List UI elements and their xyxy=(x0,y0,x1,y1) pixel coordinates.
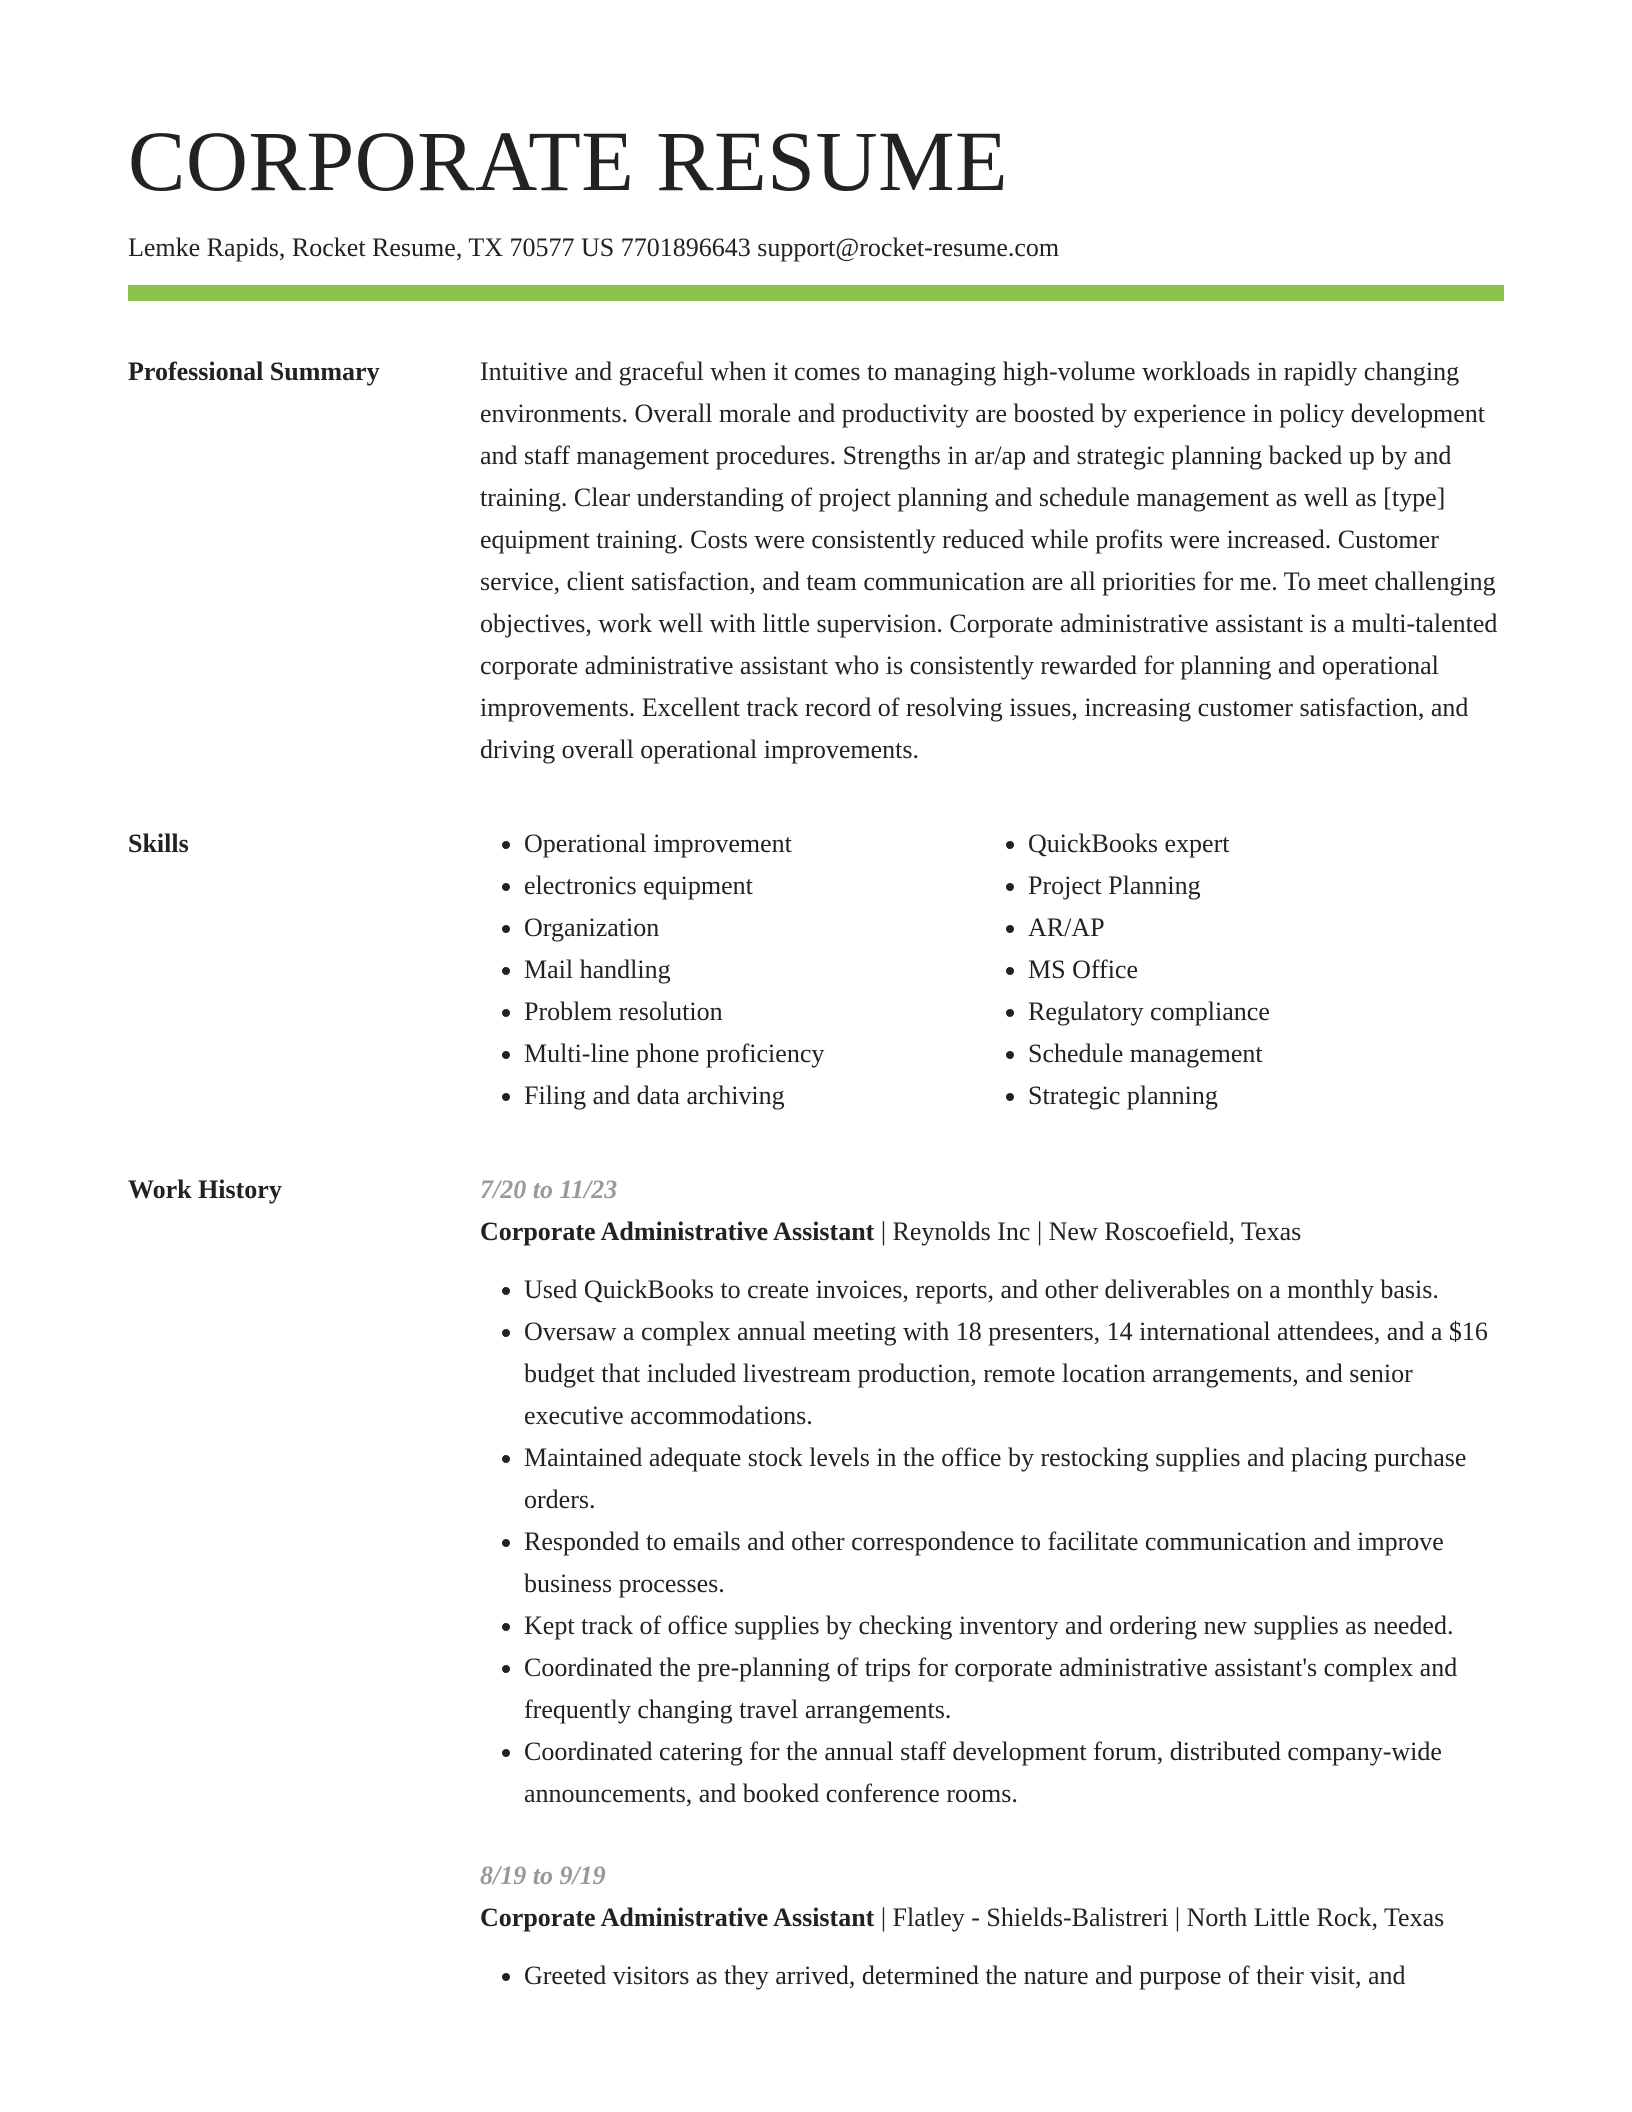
skill-item: • Multi-line phone proficiency xyxy=(524,1033,984,1075)
skill-item: • MS Office xyxy=(1028,949,1488,991)
contact-email: support@rocket-resume.com xyxy=(757,233,1060,262)
job-bullets xyxy=(480,1269,1504,1815)
job-bullet: • Kept track of office supplies by checking inventory and ordering new supplies as needed. xyxy=(524,1605,1504,1647)
skills-list-right xyxy=(984,823,1488,1117)
job-entry xyxy=(480,1855,1504,1997)
job-bullet: • Used QuickBooks to create invoices, reports, and other deliverables on a monthly basis. xyxy=(524,1269,1504,1311)
skill-item: • Strategic planning xyxy=(1028,1075,1488,1117)
skills-list-left xyxy=(480,823,984,1117)
skills-heading: Skills xyxy=(128,829,189,859)
job-details: | Flatley - Shields-Balistreri | North Little Rock, Texas xyxy=(874,1903,1445,1933)
skill-item: • Operational improvement xyxy=(524,823,984,865)
summary-section xyxy=(128,351,1504,771)
header-divider xyxy=(128,285,1504,301)
skill-item: • electronics equipment xyxy=(524,865,984,907)
job-title: Corporate Administrative Assistant xyxy=(480,1903,875,1933)
summary-text: Intuitive and graceful when it comes to managing high-volume workloads in rapidly changing environments. Overall morale and productivity are boosted by experience in policy development and staff management procedures. Strengths in ar/ap and strategic planning backed up by and training. Clear understanding of project planning and schedule management as well as [type] equipment training. Costs were consistently reduced while profits were increased. Customer service, client satisfaction, and team communication are all priorities for me. To meet challenging objectives, work well with little supervision. Corporate administrative assistant is a multi-talented corporate administrative assistant who is consistently rewarded for planning and operational improvements. Excellent track record of resolving issues, increasing customer satisfaction, and driving overall operational improvements. xyxy=(480,357,1498,765)
skill-item: • Organization xyxy=(524,907,984,949)
resume-title: CORPORATE RESUME xyxy=(128,113,1009,209)
skill-item: • Project Planning xyxy=(1028,865,1488,907)
contact-address: Lemke Rapids, Rocket Resume, TX 70577 US xyxy=(128,233,615,262)
job-bullet: • Greeted visitors as they arrived, determined the nature and purpose of their visit, and xyxy=(524,1955,1504,1997)
work-history-section xyxy=(128,1169,1504,2037)
job-heading xyxy=(480,1897,1504,1939)
skills-section xyxy=(128,823,1504,1117)
skill-item: • Filing and data archiving xyxy=(524,1075,984,1117)
job-title: Corporate Administrative Assistant xyxy=(480,1217,875,1247)
contact-line xyxy=(128,232,1504,263)
summary-heading: Professional Summary xyxy=(128,357,380,387)
job-heading xyxy=(480,1211,1504,1253)
work-history-heading: Work History xyxy=(128,1175,282,1205)
job-bullet: • Coordinated the pre-planning of trips for corporate administrative assistant's complex and frequently changing travel arrangements. xyxy=(524,1647,1504,1731)
job-dates: 7/20 to 11/23 xyxy=(480,1175,618,1205)
skill-item: • QuickBooks expert xyxy=(1028,823,1488,865)
job-bullet: • Coordinated catering for the annual staff development forum, distributed company-wide announcements, and booked conference rooms. xyxy=(524,1731,1504,1815)
skill-item: • Problem resolution xyxy=(524,991,984,1033)
contact-phone: 7701896643 xyxy=(620,233,751,262)
skill-item: • AR/AP xyxy=(1028,907,1488,949)
resume-page xyxy=(128,113,1504,2037)
job-bullets xyxy=(480,1955,1504,1997)
job-entry xyxy=(480,1169,1504,1815)
job-details: | Reynolds Inc | New Roscoefield, Texas xyxy=(874,1217,1302,1247)
skill-item: • Regulatory compliance xyxy=(1028,991,1488,1033)
job-bullet: • Oversaw a complex annual meeting with 18 presenters, 14 international attendees, and a $16 budget that included livestream production, remote location arrangements, and senior executive accommodations. xyxy=(524,1311,1504,1437)
job-bullet: • Responded to emails and other correspondence to facilitate communication and improve business processes. xyxy=(524,1521,1504,1605)
job-bullet: • Maintained adequate stock levels in the office by restocking supplies and placing purchase orders. xyxy=(524,1437,1504,1521)
job-dates: 8/19 to 9/19 xyxy=(480,1861,606,1891)
skill-item: • Schedule management xyxy=(1028,1033,1488,1075)
skill-item: • Mail handling xyxy=(524,949,984,991)
